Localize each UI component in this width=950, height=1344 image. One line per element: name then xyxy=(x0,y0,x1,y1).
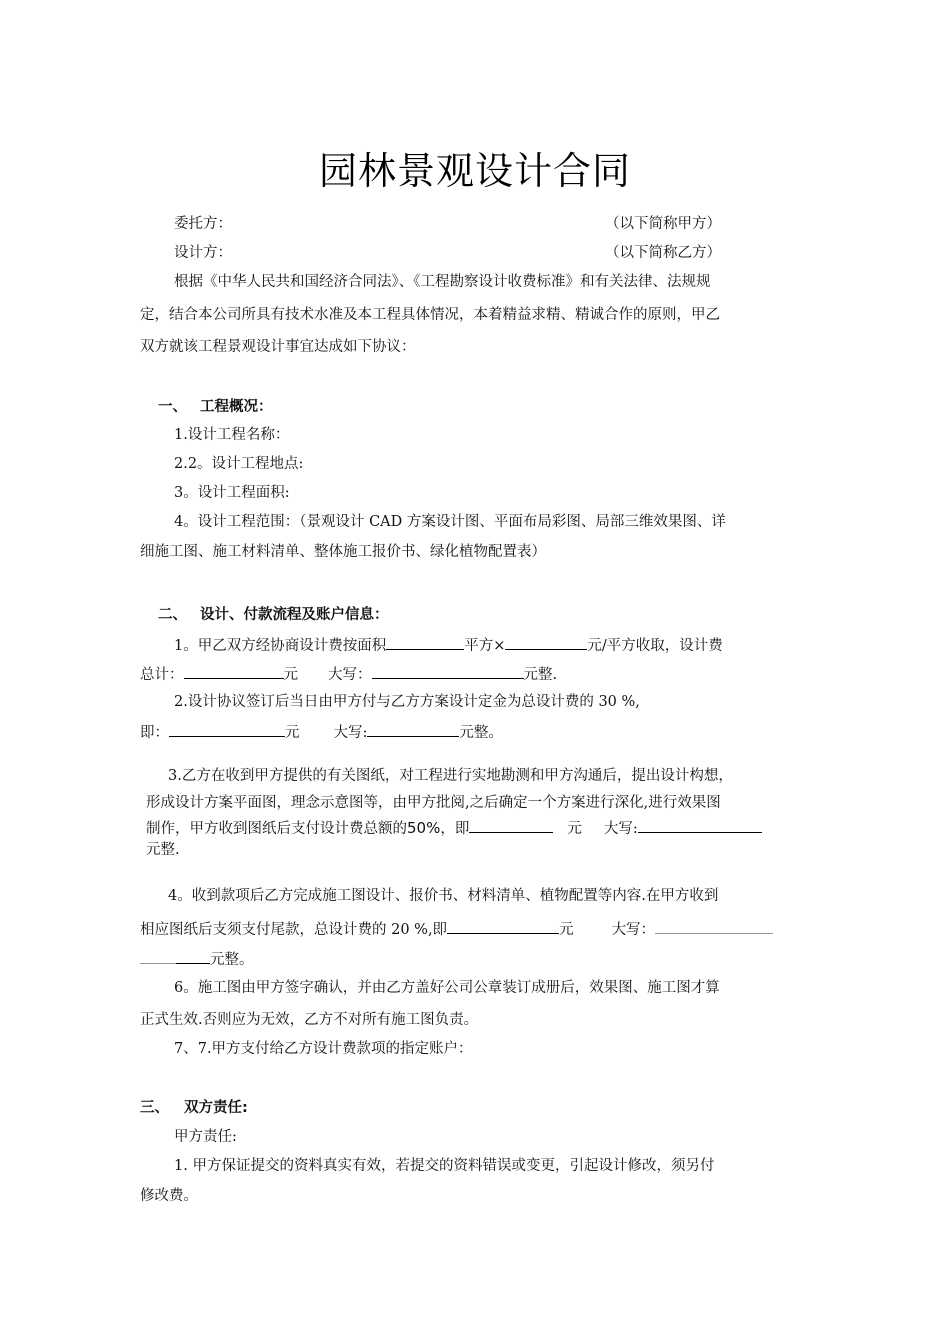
intro-line-1: 根据《中华人民共和国经济合同法》、《工程勘察设计收费标准》和有关法律、法规规 xyxy=(174,274,711,290)
para1-text-b: 平方× xyxy=(464,638,506,654)
client-note: （以下简称甲方） xyxy=(605,216,721,232)
section3-item1-line1: 1. 甲方保证提交的资料真实有效，若提交的资料错误或变更，引起设计修改，须另付 xyxy=(174,1158,715,1174)
para3-text-c: 元 xyxy=(567,821,582,837)
para2-text-e: 元整。 xyxy=(459,725,503,741)
para3-text-b: ，即 xyxy=(440,821,470,837)
deposit-words-blank[interactable] xyxy=(367,721,459,737)
section2-para2-line2 xyxy=(140,721,503,743)
deposit-blank[interactable] xyxy=(169,721,285,737)
total-fee-words-blank[interactable] xyxy=(372,663,524,679)
designer-note: （以下简称乙方） xyxy=(605,245,721,261)
section2-para3-line2: 形成设计方案平面图，理念示意图等，由甲方批阅,之后确定一个方案进行深化,进行效果图 xyxy=(146,795,721,811)
client-label: 委托方： xyxy=(174,216,232,232)
section2-para2-line1: 2.设计协议签订后当日由甲方付与乙方方案设计定金为总设计费的 30 %, xyxy=(174,694,640,710)
intro-line-2: 定，结合本公司所具有技术水准及本工程具体情况，本着精益求精、精诚合作的原则，甲乙 xyxy=(140,307,720,323)
section2-para7: 7、7.甲方支付给乙方设计费款项的指定账户： xyxy=(174,1041,473,1057)
section1-item3: 3。设计工程面积: xyxy=(174,485,290,501)
section1-item2: 2.2。设计工程地点: xyxy=(174,456,304,472)
document-title: 园林景观设计合同 xyxy=(318,149,631,193)
section3-sub: 甲方责任: xyxy=(174,1129,237,1145)
section2-para6-line2: 正式生效.否则应为无效，乙方不对所有施工图负责。 xyxy=(140,1012,479,1028)
para1-text-g: 元整. xyxy=(523,667,558,683)
section1-item1: 1.设计工程名称： xyxy=(174,427,290,443)
para3-percent: 50% xyxy=(407,819,441,837)
design-payment-blank[interactable] xyxy=(469,817,553,833)
section2-para1-line2 xyxy=(140,663,557,685)
section3-number: 三、 xyxy=(140,1100,169,1116)
section1-heading: 工程概况： xyxy=(200,399,273,415)
para1-text-f: 大写： xyxy=(328,667,372,683)
section3-heading: 双方责任: xyxy=(184,1100,248,1116)
para1-text-a: 1。甲乙双方经协商设计费按面积 xyxy=(174,638,387,654)
para2-text-d: 大写: xyxy=(333,725,368,741)
para1-text-d: 总计： xyxy=(140,667,184,683)
para2-text-c: 元 xyxy=(285,725,300,741)
intro-line-3: 双方就该工程景观设计事宜达成如下协议： xyxy=(140,339,416,355)
section2-para3-line4: 元整. xyxy=(146,842,180,858)
section1-item4-line1: 4。设计工程范围：（景观设计 CAD 方案设计图、平面布局彩图、局部三维效果图、详 xyxy=(174,514,726,530)
para4-text-d: 元整。 xyxy=(210,952,254,968)
final-payment-words-blank-cont[interactable] xyxy=(140,948,176,964)
para3-text-a: 制作，甲方收到图纸后支付设计费总额的 xyxy=(146,821,407,837)
unit-price-blank[interactable] xyxy=(505,634,587,650)
section3-item1-line2: 修改费。 xyxy=(140,1188,198,1204)
para3-text-d: 大写: xyxy=(603,821,638,837)
designer-label: 设计方： xyxy=(174,245,232,261)
section2-para4-line2 xyxy=(140,918,773,940)
para4-text-a: 相应图纸后支须支付尾款，总设计费的 20 %,即 xyxy=(140,922,448,938)
section2-heading: 设计、付款流程及账户信息： xyxy=(200,607,389,623)
section2-para3-line1: 3.乙方在收到甲方提供的有关图纸，对工程进行实地勘测和甲方沟通后，提出设计构想， xyxy=(168,768,733,784)
final-payment-words-blank[interactable] xyxy=(655,918,773,934)
design-payment-words-blank[interactable] xyxy=(638,817,762,833)
final-payment-words-blank-end[interactable] xyxy=(176,948,210,964)
section2-para4-line1: 4。收到款项后乙方完成施工图设计、报价书、材料清单、植物配置等内容.在甲方收到 xyxy=(168,888,719,904)
para4-text-c: 大写： xyxy=(611,922,656,938)
para1-text-e: 元 xyxy=(283,667,298,683)
para2-text-b: 即： xyxy=(140,725,169,741)
section2-number: 二、 xyxy=(158,607,187,623)
para4-text-b: 元 xyxy=(559,922,574,938)
area-blank[interactable] xyxy=(386,634,464,650)
section2-para1-line1 xyxy=(174,634,723,656)
final-payment-blank[interactable] xyxy=(447,918,559,934)
section1-number: 一、 xyxy=(158,399,187,415)
para1-text-c: 元/平方收取，设计费 xyxy=(587,638,723,654)
section2-para3-line3 xyxy=(146,817,762,839)
total-fee-blank[interactable] xyxy=(184,663,284,679)
section2-para4-line3 xyxy=(140,948,254,970)
section1-item4-line2: 细施工图、施工材料清单、整体施工报价书、绿化植物配置表） xyxy=(140,544,546,560)
section2-para6-line1: 6。施工图由甲方签字确认，并由乙方盖好公司公章装订成册后，效果图、施工图才算 xyxy=(174,980,720,996)
